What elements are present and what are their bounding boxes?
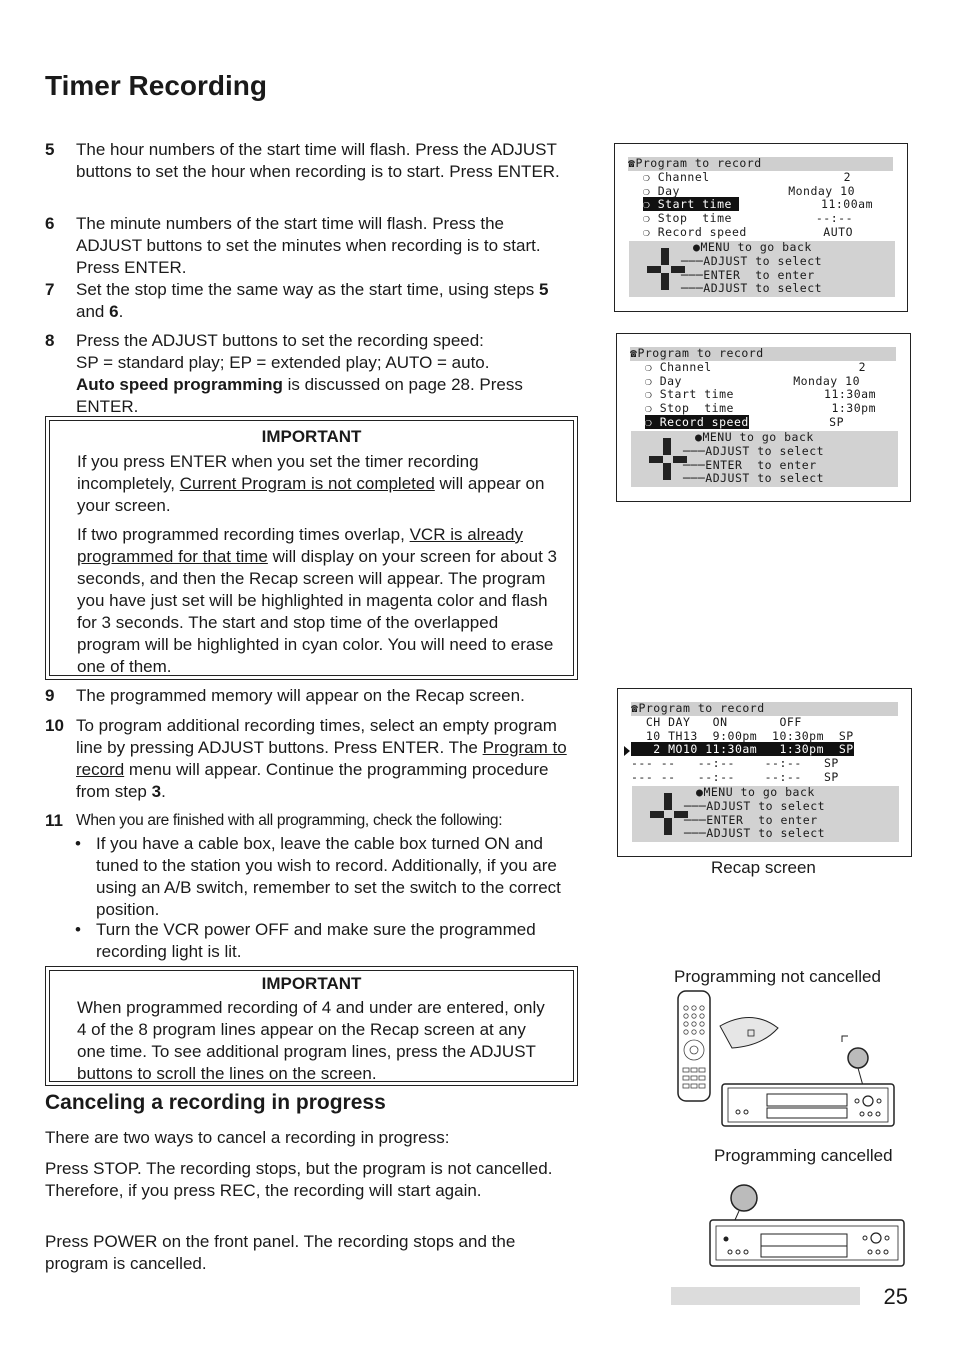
osd-row: 10 TH13 9:00pm 10:30pm SP [645,728,854,743]
important-heading: IMPORTANT [261,427,362,446]
step-number: 5 [45,140,55,159]
bullet-item: • Turn the VCR power OFF and make sure the programmed recording light is lit. [75,920,536,961]
osd-help-lines: ●MENU to go back ───ADJUST to select ───ENTER to enter ───ADJUST to select [684,785,826,841]
step-text: The hour numbers of the start time will flash. Press the ADJUST buttons to set the hour when recording is to start. Press ENTER. [76,140,560,181]
paragraph: Press POWER on the front panel. The recording stops and the program is cancelled. [45,1232,516,1273]
important-box [45,966,578,1086]
important-paragraph: If two programmed recording times overlap, VCR is already programmed for that time will display on your screen for about 3 seconds, and then the Recap screen will appear. The program you have just set will be highlighted in magenta color and flash for 3 seconds. The start and stop time of the overlapped program will be highlighted in cyan color. You will need to erase one of them. [77,525,558,676]
osd-title: ☎Program to record [630,347,896,361]
step-9 [45,685,570,707]
paragraph: Press STOP. The recording stops, but the program is not cancelled. Therefore, if you press REC, the recording will start again. [45,1159,553,1200]
step-text: Set the stop time the same way as the start time, using steps 5 and 6. [76,280,549,321]
vcr-icon [722,1084,894,1126]
bullet-icon: • [75,834,81,853]
osd-row: ❍ Start time 11:30am [630,387,876,402]
step-number: 8 [45,331,55,350]
osd-row: ❍ Record speed AUTO [628,224,853,239]
arrow-pointer-icon [623,746,631,756]
bullet-icon: • [75,920,81,939]
page-footer-bar [671,1287,860,1305]
important-box [45,416,578,680]
step-7 [45,279,570,323]
osd-help-panel [629,241,895,297]
step-5 [45,139,570,183]
page-title: Timer Recording [45,70,267,101]
osd-header: CH DAY ON OFF [645,714,802,729]
caption-not-cancelled: Programming not cancelled [674,967,881,986]
osd-row: ❍ Record speed SP [644,414,844,429]
osd-row: ❍ Channel 2 [628,169,851,184]
osd-help-lines: ●MENU to go back ───ADJUST to select ───ENTER to enter ───ADJUST to select [683,430,825,486]
step-8 [45,330,570,418]
osd-help-lines: ●MENU to go back ───ADJUST to select ───ENTER to enter ───ADJUST to select [681,240,823,296]
step-6 [45,213,570,279]
vcr-icon [710,1220,904,1266]
osd-program-screen [616,333,911,502]
osd-help-panel [632,786,899,842]
osd-menu-text [630,347,896,430]
step-number: 9 [45,686,55,705]
vcr-power-illustration [706,1180,906,1272]
step-text: Press the ADJUST buttons to set the recording speed: SP = standard play; EP = extended play; AUTO = auto. Auto speed programming is discussed on page 28. Press ENTER. [76,331,523,416]
phone-icon: ☎ [628,156,636,170]
important-paragraph: When programmed recording of 4 and under are entered, only 4 of the 8 program lines appear on the Recap screen at any one time. To see additional program lines, press the ADJUST buttons to scroll the lines on the screen. [77,998,545,1083]
recap-caption: Recap screen [711,858,816,877]
osd-recap-screen [617,688,912,857]
important-heading: IMPORTANT [261,974,362,993]
step-number: 6 [45,214,55,233]
remote-and-vcr-illustration [672,988,902,1128]
phone-icon: ☎ [630,346,638,360]
step-number: 10 [45,716,64,735]
paragraph: There are two ways to cancel a recording in progress: [45,1128,450,1147]
osd-recap-text [631,702,898,785]
osd-row: 2 MO10 11:30am 1:30pm SP [631,743,898,757]
page-number: 25 [883,1284,908,1309]
caption-cancelled: Programming cancelled [714,1146,893,1165]
step-number: 11 [45,811,63,830]
phone-icon: ☎ [631,701,639,715]
osd-row: ❍ Channel 2 [630,359,866,374]
osd-program-screen [614,143,908,312]
step-text: The programmed memory will appear on the Recap screen. [76,686,525,705]
step-number: 7 [45,280,55,299]
bullet-item: • If you have a cable box, leave the cable box turned ON and tuned to the station you wish to record. Additionally, if you are using an A/B switch, remember to set the switch to the correct position. [75,834,561,919]
osd-row: ❍ Stop time 1:30pm [630,401,876,416]
step-text: When you are finished with all programming, check the following: [76,812,503,829]
step-text: The minute numbers of the start time will flash. Press the ADJUST buttons to set the minutes when recording is to start. Press ENTER. [76,214,541,277]
remote-control-icon [678,991,710,1101]
important-paragraph: If you press ENTER when you set the timer recording incompletely, Current Program is not completed will appear on your screen. [77,452,545,515]
osd-title: ☎Program to record [628,157,893,171]
osd-title: ☎Program to record [631,702,898,716]
step-10 [45,715,570,803]
osd-menu-text [628,157,893,240]
osd-row: --- -- --:-- --:-- SP [631,756,839,771]
osd-row: ❍ Start time 11:00am [642,197,873,212]
osd-help-panel [631,431,898,487]
osd-row: --- -- --:-- --:-- SP [631,769,839,784]
osd-row: ❍ Day Monday 10 [628,183,855,198]
osd-row: ❍ Stop time --:-- [628,211,853,226]
osd-row: ❍ Day Monday 10 [630,373,860,388]
step-11 [45,810,570,832]
step-text: To program additional recording times, select an empty program line by pressing ADJUST buttons. Press ENTER. The Program to record menu will appear. Continue the programming procedure from step 3. [76,716,567,801]
section-heading: Canceling a recording in progress [45,1091,386,1114]
